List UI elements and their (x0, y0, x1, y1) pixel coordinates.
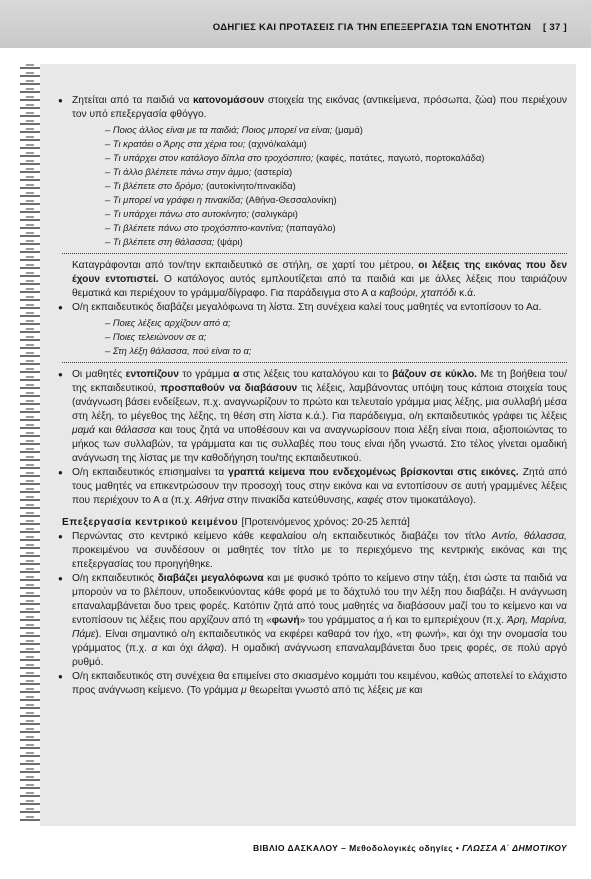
question-list-1 (62, 123, 567, 249)
page-header (0, 0, 591, 48)
dotted-divider (62, 253, 567, 254)
page-number: [ 37 ] (543, 22, 567, 33)
section-heading: Επεξεργασία κεντρικού κειμένου [Προτεινόμενος χρόνος: 20-25 λεπτά] (62, 517, 410, 528)
question-item: – Τι βλέπετε πάνω στο τροχόσπιτο-καντίνα; (παπαγάλο) (105, 222, 336, 233)
question-item: – Τι κρατάει ο Άρης στα χέρια του; (αχινό/καλάμι) (105, 138, 307, 149)
question-list-2 (62, 316, 567, 358)
bullet-read-list: ● Ο/η εκπαιδευτικός διαβάζει μεγαλόφωνα τη λίστα. Στη συνέχεια καλεί τους μαθητές να εντοπίσουν το Αα. (62, 301, 567, 315)
bullet-title: ● Περνώντας στο κεντρικό κείμενο κάθε κεφαλαίου ο/η εκπαιδευτικός διαβάζει τον τίτλο Αντίο, θάλασσα, προκειμένου να συνδέσουν οι μαθητές τον τίτλο με το περιεχόμενο της κεντρικής εικόνας και της επεξεργασίας του προηγήθηκε. (62, 530, 567, 572)
question-item: – Ποιες λέξεις αρχίζουν από α; (105, 317, 231, 328)
header-title-text: ΟΔΗΓΙΕΣ ΚΑΙ ΠΡΟΤΑΣΕΙΣ ΓΙΑ ΤΗΝ ΕΠΕΞΕΡΓΑΣΙΑ ΤΩΝ ΕΝΟΤΗΤΩΝ (212, 22, 532, 33)
question-item: – Τι άλλο βλέπετε πάνω στην άμμο; (αστερία) (105, 166, 293, 177)
question-item: – Τι υπάρχει στον κατάλογο δίπλα στο τροχόσπιτο; (καφές, πατάτες, παγωτό, πορτοκαλάδα) (105, 152, 485, 163)
question-item: – Τι βλέπετε στη θάλασσα; (ψάρι) (105, 236, 243, 247)
header-title (213, 22, 567, 33)
record-paragraph: Καταγράφονται από τον/την εκπαιδευτικό σε στήλη, σε χαρτί του μέτρου, οι λέξεις της εικόνας που δεν έχουν εντοπιστεί. Ο κατάλογος αυτός εμπλουτίζεται από τα παιδιά και με άλλες λέξεις που ταιριάζουν θεματικά και περιέχουν το γράμμα/δίγραφο. Για παράδειγμα στο Α α καβούρι, χταπόδι κ.ά. (72, 260, 567, 299)
question-item: – Τι υπάρχει πάνω στο αυτοκίνητο; (σαλιγκάρι) (105, 208, 298, 219)
question-item: – Στη λέξη θάλασσα, πού είναι το α; (105, 345, 252, 356)
bullet-written-texts: ● Ο/η εκπαιδευτικός επισημαίνει τα γραπτά κείμενα που ενδεχομένως βρίσκονται στις εικόνες. Ζητά από τους μαθητές να επικεντρώσουν την προσοχή τους στην εικόνα και να εντοπίσουν σε αυτή γραμμένες λέξεις που περιέχουν το Α α (π.χ. Αθήνα στην πινακίδα κατεύθυνσης, καφές στον τιμοκατάλογο). (62, 466, 567, 508)
spiral-binding (20, 64, 40, 824)
question-item: – Τι βλέπετε στο δρόμο; (αυτοκίνητο/πινακίδα) (105, 180, 296, 191)
footer-book: ΒΙΒΛΙΟ ΔΑΣΚΑΛΟΥ – Μεθοδολογικές οδηγίες • (253, 843, 460, 853)
question-item: – Ποιος άλλος είναι με τα παιδιά; Ποιος μπορεί να είναι; (μαμά) (105, 124, 363, 135)
question-item: – Ποιες τελειώνουν σε α; (105, 331, 207, 342)
footer-subject: ΓΛΩΣΣΑ Α΄ ΔΗΜΟΤΙΚΟΥ (462, 843, 567, 853)
dotted-divider (62, 362, 567, 363)
page-footer (253, 843, 567, 853)
bullet-read-aloud: ● Ο/η εκπαιδευτικός διαβάζει μεγαλόφωνα και με φυσικό τρόπο το κείμενο στην τάξη, έτσι ώστε τα παιδιά να μπορούν να το βλέπουν, υποδεικνύοντας κάθε φορά με το δάχτυλό του την λέξη που διαβάζει. Η ανάγνωση επαναλαμβάνεται δυο τρεις φορές. Κατόπιν ζητά από τους μαθητές να διαβάσουν μαζί του το κείμενο και να εντοπίσουν τις λέξεις που αρχίζουν από τη «φωνή» του γράμματος α ή και το εμπεριέχουν (π.χ. Άρη, Μαρίνα, Πάμε). Είναι σημαντικό ο/η εκπαιδευτικός να εκφέρει καθαρά τον ήχο, «τη φωνή», και όχι την ονομασία του γράμματος (π.χ. α και όχι άλφα). Η ομαδική ανάγνωση επαναλαμβάνεται δυο τρεις φορές, σε πολύ αργό ρυθμό. (62, 572, 567, 670)
bullet-locate-letter: ● Οι μαθητές εντοπίζουν το γράμμα α στις λέξεις του καταλόγου και το βάζουν σε κύκλο. Με τη βοήθεια του/της εκπαιδευτικού, προσπαθούν να διαβάσουν τις λέξεις, λαμβάνοντας υπόψη τους κάποια στοιχεία τους (ανάγνωση βάσει ενδείξεων, π.χ. αναγνωρίζουν το πρώτο και τελευταίο γράμμα μιας λέξης, μια συλλαβή μέσα στη λέξη, το μέγεθος της λέξης, τη θέση στη λίστα κ.ά.). Για παράδειγμα, ο/η εκπαιδευτικός γράφει τις λέξεις μαμά και θάλασσα και τους ζητά να υποθέσουν και να αναγνωρίσουν ποια λέξη είναι ποια, αξιοποιώντας το μήκος των συλλαβών, τα γράμματα και τις συλλαβές που τους είναι ήδη γνωστά. Στο τέλος γίνεται ομαδική ανάγνωση της λίστας με την καθοδήγηση του/της εκπαιδευτικού. (62, 368, 567, 466)
question-item: – Τι μπορεί να γράφει η πινακίδα; (Αθήνα-Θεσσαλονίκη) (105, 194, 337, 205)
bullet-shaded-text: ● Ο/η εκπαιδευτικός στη συνέχεια θα επιμείνει στο σκιασμένο κομμάτι του κειμένου, καθώς αποτελεί το ελάχιστο προς ανάγνωση κείμενο. (Το γράμμα μ θεωρείται γνωστό από τις λέξεις με και (62, 670, 567, 698)
page-content (62, 94, 567, 698)
bullet-name-items: ● Ζητείται από τα παιδιά να κατονομάσουν στοιχεία της εικόνας (αντικείμενα, πρόσωπα, ζώα) που περιέχουν τον υπό επεξεργασία φθόγγο. (62, 94, 567, 122)
